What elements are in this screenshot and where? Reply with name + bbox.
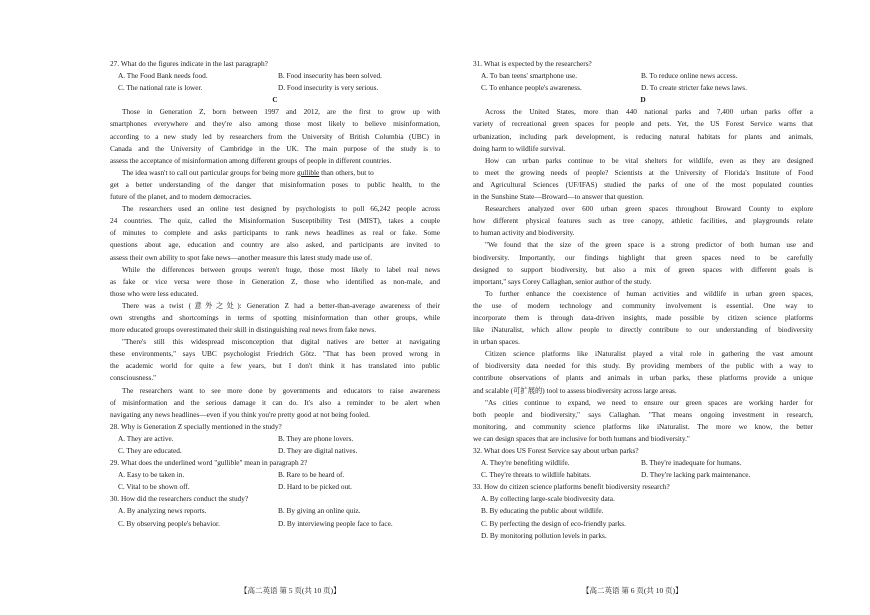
passage-line: The researchers used an online test designed by psychologists to poll 66,242 people across xyxy=(122,204,440,214)
passage-line: like iNaturalist, which allow people to directly contribute to our understanding of biodiversity xyxy=(473,325,813,335)
passage-line: and scalable (可扩展的) tool to assess biodiversity across large areas. xyxy=(473,385,677,395)
question-33-stem: 33. How do citizen science platforms benefit biodiversity research? xyxy=(473,482,670,492)
passage-text: The idea wasn't to call out particular groups for being more xyxy=(122,167,297,177)
passage-line xyxy=(110,167,440,179)
passage-line: get a better understanding of the danger that misinformation poses to public health, to the xyxy=(110,179,440,189)
passage-line: smartphones everywhere and they're also among those most likely to believe misinformation, xyxy=(110,119,440,129)
question-30-options-row-1 xyxy=(110,505,440,517)
option-a[interactable]: A. By analyzing news reports. xyxy=(118,506,207,516)
question-29-stem: 29. What does the underlined word "gullible" mean in paragraph 2? xyxy=(110,458,308,468)
passage-line: Citizen science platforms like iNaturalist played a vital role in gathering the vast amount xyxy=(485,349,813,359)
option-b[interactable]: B. By giving an online quiz. xyxy=(278,506,361,516)
option-c[interactable]: C. To enhance people's awareness. xyxy=(481,83,582,93)
passage-line: incorporate them is through data-driven insights, made possible by citizen science platforms xyxy=(473,312,813,322)
passage-line: urbanization, including park development, is reducing natural habitats for plants and animals, xyxy=(473,131,813,141)
left-page xyxy=(110,58,440,530)
page-footer-right: 【高二英语 第 6 页(共 10 页)】 xyxy=(582,586,683,595)
passage-line: more educated groups overestimated their skill in distinguishing real news from fake news. xyxy=(110,325,377,335)
option-b[interactable]: B. To reduce online news access. xyxy=(641,71,738,81)
passage-line: Those in Generation Z, born between 1997 and 2012, are the first to grow up with xyxy=(122,107,440,117)
option-b[interactable]: B. Rare to be heard of. xyxy=(278,470,345,480)
option-b[interactable]: B. Food insecurity has been solved. xyxy=(278,71,382,81)
question-28-options-row-2 xyxy=(110,445,440,457)
passage-line: of minutes to complete and asks participants to rank news headlines as real or fake. Some xyxy=(110,228,440,238)
passage-line: the academic world for quite a few years, but I don't think it has translated into public xyxy=(110,361,440,371)
passage-text: than others, but to xyxy=(319,167,374,177)
passage-line: 24 countries. The quiz, called the Misinformation Susceptibility Test (MIST), takes a couple xyxy=(110,216,440,226)
option-d[interactable]: D. Food insecurity is very serious. xyxy=(278,83,379,93)
question-27-stem: 27. What do the figures indicate in the last paragraph? xyxy=(110,59,268,68)
option-c[interactable]: C. They are educated. xyxy=(118,446,182,455)
option-c[interactable]: C. By perfecting the design of eco-friendly parks. xyxy=(481,518,626,528)
option-a[interactable]: A. They're benefiting wildlife. xyxy=(481,458,570,468)
option-a[interactable]: A. They are active. xyxy=(118,433,174,443)
passage-line: "There's still this widespread misconception that digital natives are better at navigating xyxy=(122,337,440,347)
passage-line: to meet the growing needs of people? Scientists at the University of Florida's Institute of Food xyxy=(473,167,813,177)
passage-line: these environments," says UBC psychologist Friedrich Götz. "That has been proved wrong in xyxy=(110,349,440,359)
passage-line: to human activity and biodiversity. xyxy=(473,228,575,238)
passage-line: While the differences between groups weren't huge, those most likely to label real news xyxy=(122,264,440,274)
passage-line: "We found that the size of the green space is a strong predictor of both human use and xyxy=(485,240,813,250)
question-32-options-row-2 xyxy=(473,469,813,481)
option-a[interactable]: A. Easy to be taken in. xyxy=(118,470,185,480)
option-d[interactable]: D. They're lacking park maintenance. xyxy=(641,470,751,480)
option-c[interactable]: C. By observing people's behavior. xyxy=(118,518,220,528)
passage-line: Canada and the University of Cambridge in the UK. The main purpose of the study is to xyxy=(110,143,440,153)
option-d[interactable]: D. By monitoring pollution levels in parks. xyxy=(481,530,607,540)
passage-line: doing harm to wildlife survival. xyxy=(473,143,566,153)
option-c[interactable]: C. They're threats to wildlife habitats. xyxy=(481,470,591,480)
passage-line: and Agricultural Sciences (UF/IFAS) studied the parks of one of the most populated counties xyxy=(473,179,813,189)
question-30-stem: 30. How did the researchers conduct the study? xyxy=(110,494,249,504)
passage-line: both people and biodiversity," says Callaghan. "That means ongoing investment in research, xyxy=(473,409,813,419)
passage-line: as fake or vice versa were those in Generation Z, those who identified as non-male, and xyxy=(110,276,440,286)
question-32-stem: 32. What does US Forest Service say about urban parks? xyxy=(473,446,639,455)
passage-line: questions about age, education and country are also asked, and participants are invited to xyxy=(110,240,440,250)
passage-line: how different physical features such as tree canopy, athletic facilities, and playgrounds relate xyxy=(473,216,813,226)
option-d[interactable]: D. They are digital natives. xyxy=(278,446,358,455)
passage-line: variety of recreational green spaces for people and pets. Yet, the US Forest Service warns that xyxy=(473,119,813,129)
passage-line: navigating any news headlines—even if you think you're pretty good at not being fooled. xyxy=(110,409,370,419)
question-29-options-row-2 xyxy=(110,481,440,493)
section-heading-c: C xyxy=(272,95,278,105)
passage-line: future of the planet, and to modern democracies. xyxy=(110,192,252,202)
option-b[interactable]: B. They are phone lovers. xyxy=(278,433,354,443)
passage-line: assess the acceptance of misinformation among different groups of people in different countries. xyxy=(110,155,392,165)
question-31-options-row-1 xyxy=(473,70,813,82)
passage-line: consciousness." xyxy=(110,373,157,383)
question-31-stem: 31. What is expected by the researchers? xyxy=(473,59,592,68)
passage-line: There was a twist (意外之处): Generation Z had a better-than-average awareness of their xyxy=(122,300,440,310)
passage-line: of biodiversity data needed for this study. By providing members of the public with a way to xyxy=(473,361,813,371)
option-a[interactable]: A. To ban teens' smartphone use. xyxy=(481,71,578,81)
option-a[interactable]: A. The Food Bank needs food. xyxy=(118,71,208,81)
passage-line: of misinformation and the serious damage it can do. It's also a reminder to be alert when xyxy=(110,397,440,407)
underlined-word-gullible: gullible xyxy=(296,167,320,177)
passage-line: own strengths and shortcomings in terms of spotting misinformation than other groups, while xyxy=(110,312,440,322)
option-d[interactable]: D. Hard to be picked out. xyxy=(278,482,352,492)
passage-line: The researchers want to see more done by governments and educators to raise awareness xyxy=(122,385,440,395)
question-29-options-row-1 xyxy=(110,469,440,481)
question-28-stem: 28. Why is Generation Z specially mentioned in the study? xyxy=(110,421,282,431)
passage-line: contribute observations of plants and animals in urban parks, these platforms provide a unique xyxy=(473,373,813,383)
passage-line: according to a new study led by researchers from the University of British Columbia (UBC) in xyxy=(110,131,440,141)
passage-line: biodiversity. Importantly, our findings highlight that green spaces need to be carefully xyxy=(473,252,813,262)
passage-line: in the Sunshine State—Broward—to answer that question. xyxy=(473,192,644,202)
passage-line: monitoring, and community science platforms like iNaturalist. The more we know, the better xyxy=(473,421,813,431)
passage-line: Researchers analyzed over 600 urban green spaces throughout Broward County to explore xyxy=(485,204,813,214)
question-27-options-row-2 xyxy=(110,82,440,94)
passage-line: those who were less educated. xyxy=(110,288,199,298)
passage-line: designed to support biodiversity, but also a mix of green spaces with different goals is xyxy=(473,264,813,274)
passage-line: the use of modern technology and community involvement is essential. One way to xyxy=(473,300,813,310)
question-27-options-row-1 xyxy=(110,70,440,82)
page-footer-left: 【高二英语 第 5 页(共 10 页)】 xyxy=(240,586,341,595)
option-c[interactable]: C. The national rate is lower. xyxy=(118,83,203,93)
passage-line: we can design spaces that are inclusive for both humans and biodiversity." xyxy=(473,433,690,443)
passage-line: important," says Corey Callaghan, senior author of the study. xyxy=(473,276,652,286)
option-d[interactable]: D. By interviewing people face to face. xyxy=(278,518,393,528)
passage-line: assess their own ability to spot fake news—another measure this latest study made use of. xyxy=(110,252,373,262)
passage-line: To further enhance the coexistence of human activities and wildlife in urban green spaces, xyxy=(485,288,813,298)
passage-line: Across the United States, more than 440 national parks and 7,400 urban parks offer a xyxy=(485,107,813,117)
option-a[interactable]: A. By collecting large-scale biodiversity data. xyxy=(481,494,615,504)
passage-line: in urban spaces. xyxy=(473,337,520,347)
question-30-options-row-2 xyxy=(110,518,440,530)
question-32-options-row-1 xyxy=(473,457,813,469)
option-b[interactable]: B. By educating the public about wildlife. xyxy=(481,506,604,516)
passage-line: How can urban parks continue to be vital shelters for wildlife, even as they are designed xyxy=(485,155,813,165)
passage-line: "As cities continue to expand, we need to ensure our green spaces are working harder for xyxy=(485,397,813,407)
question-31-options-row-2 xyxy=(473,82,813,94)
right-page xyxy=(473,58,813,542)
option-b[interactable]: B. They're inadequate for humans. xyxy=(641,458,742,468)
option-d[interactable]: D. To create stricter fake news laws. xyxy=(641,83,747,93)
section-heading-d: D xyxy=(640,95,646,105)
option-c[interactable]: C. Vital to be shown off. xyxy=(118,482,190,492)
question-28-options-row-1 xyxy=(110,433,440,445)
